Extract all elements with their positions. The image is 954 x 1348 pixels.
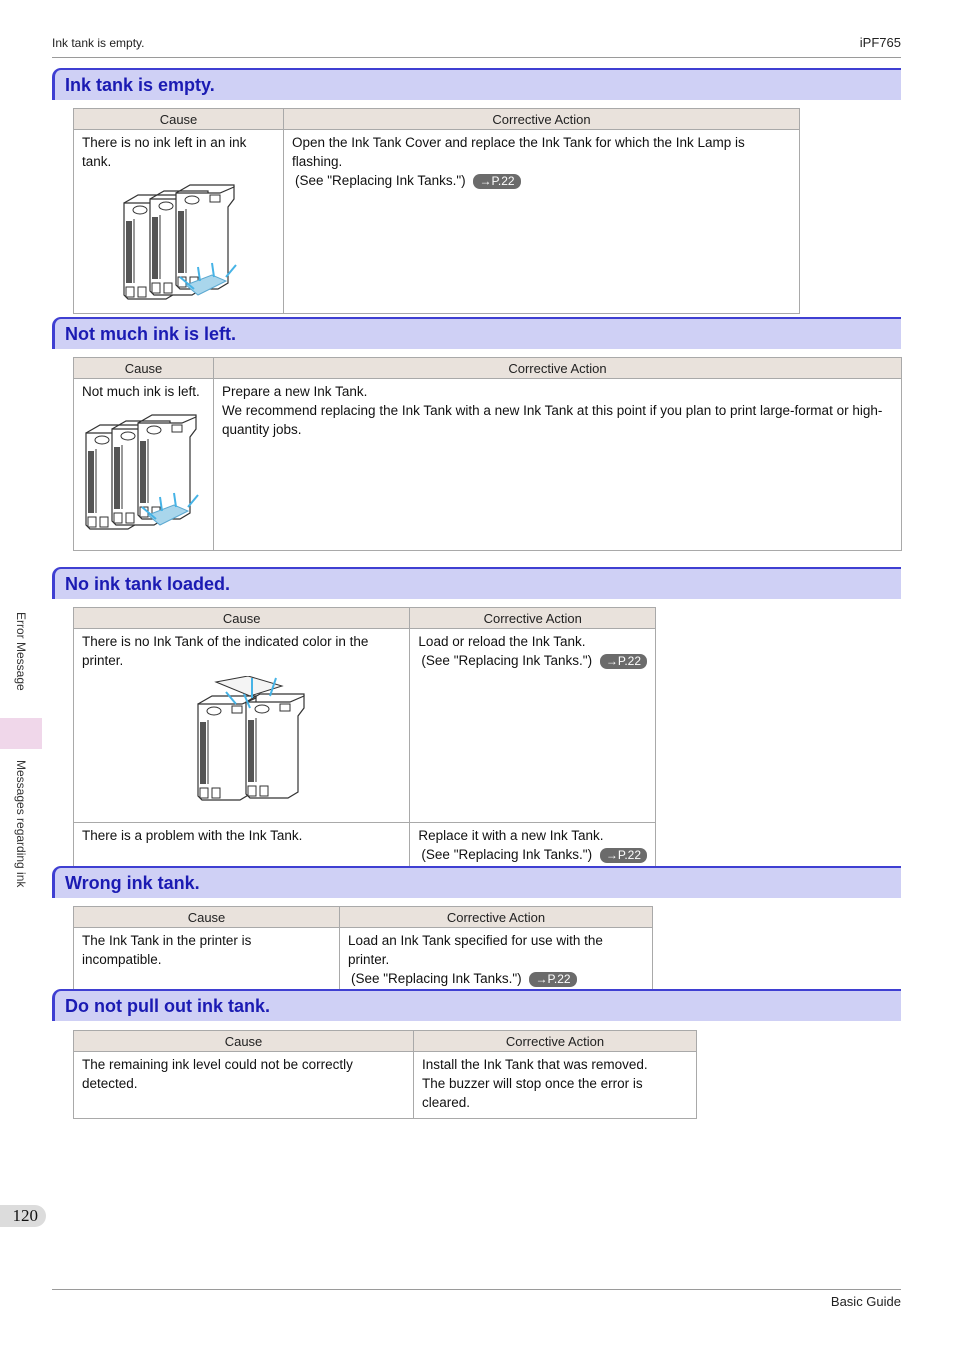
- table-row: [74, 1052, 697, 1119]
- ink-tank-illustration: [80, 407, 205, 537]
- reference-text: (See "Replacing Ink Tanks."): [421, 653, 593, 668]
- action-text: Install the Ink Tank that was removed.: [422, 1057, 648, 1072]
- cause-cell: [74, 928, 340, 995]
- cause-cell: [74, 629, 410, 823]
- cause-cell: [74, 823, 410, 871]
- column-header-cause: Cause: [74, 109, 284, 130]
- action-cell: [284, 130, 800, 314]
- reference-text: (See "Replacing Ink Tanks."): [351, 971, 522, 986]
- header-divider: [52, 57, 901, 58]
- cause-text: There is no ink left in an ink tank.: [82, 135, 247, 169]
- action-text: Open the Ink Tank Cover and replace the Ink Tank for which the Ink Lamp is flashing.: [292, 135, 745, 169]
- reference-text: (See "Replacing Ink Tanks."): [295, 173, 466, 188]
- table-header-row: [74, 608, 656, 629]
- cause-cell: [74, 130, 284, 314]
- section-heading: Ink tank is empty.: [65, 75, 215, 95]
- page-reference-badge[interactable]: →P.22: [600, 848, 647, 863]
- reference-link[interactable]: [295, 171, 521, 190]
- sidebar-chapter-label[interactable]: Error Message: [14, 612, 28, 691]
- table-header-row: [74, 1031, 697, 1052]
- column-header-action: Corrective Action: [414, 1031, 697, 1052]
- table-not-much-ink: [73, 357, 902, 551]
- section-title-no-ink-tank-loaded: [52, 567, 901, 599]
- table-wrong-ink-tank: [73, 906, 653, 995]
- table-do-not-pull-out: [73, 1030, 697, 1119]
- table-row: [74, 823, 656, 871]
- action-text: We recommend replacing the Ink Tank with a new Ink Tank at this point if you plan to print large-format or high-quantity jobs.: [222, 403, 883, 437]
- action-text: Replace it with a new Ink Tank.: [418, 828, 604, 843]
- section-heading: Wrong ink tank.: [65, 873, 200, 893]
- reference-link[interactable]: [351, 969, 577, 988]
- table-row: [74, 379, 902, 551]
- action-cell: [410, 629, 656, 823]
- running-header-title: Ink tank is empty.: [52, 36, 145, 50]
- table-row: [74, 130, 800, 314]
- page-reference-badge[interactable]: →P.22: [473, 174, 520, 189]
- section-title-not-much-ink: [52, 317, 901, 349]
- column-header-action: Corrective Action: [410, 608, 656, 629]
- cause-text: There is a problem with the Ink Tank.: [82, 828, 303, 843]
- section-heading: Do not pull out ink tank.: [65, 996, 270, 1016]
- column-header-cause: Cause: [74, 608, 410, 629]
- page-reference-badge[interactable]: →P.22: [600, 654, 647, 669]
- section-heading: Not much ink is left.: [65, 324, 237, 344]
- table-header-row: [74, 907, 653, 928]
- column-header-cause: Cause: [74, 1031, 414, 1052]
- action-text: Prepare a new Ink Tank.: [222, 384, 368, 399]
- cause-text: Not much ink is left.: [82, 384, 200, 399]
- section-title-wrong-ink-tank: [52, 866, 901, 898]
- cause-cell: [74, 379, 214, 551]
- running-header-model: iPF765: [859, 35, 901, 50]
- action-text: Load an Ink Tank specified for use with the printer.: [348, 933, 603, 967]
- action-cell: [414, 1052, 697, 1119]
- table-header-row: [74, 358, 902, 379]
- table-row: [74, 629, 656, 823]
- action-text: Load or reload the Ink Tank.: [418, 634, 586, 649]
- cause-text: The remaining ink level could not be correctly detected.: [82, 1057, 353, 1091]
- table-row: [74, 928, 653, 995]
- column-header-action: Corrective Action: [340, 907, 653, 928]
- section-heading: No ink tank loaded.: [65, 574, 231, 594]
- ink-tank-illustration: [186, 676, 311, 816]
- page-number: 120: [0, 1205, 46, 1227]
- action-text: The buzzer will stop once the error is cleared.: [422, 1076, 643, 1110]
- footer-divider: [52, 1289, 901, 1290]
- section-title-ink-tank-empty: [52, 68, 901, 100]
- action-cell: [410, 823, 656, 871]
- column-header-cause: Cause: [74, 358, 214, 379]
- sidebar-section-label[interactable]: Messages regarding ink: [14, 760, 28, 888]
- table-no-ink-tank-loaded: [73, 607, 656, 871]
- cause-cell: [74, 1052, 414, 1119]
- reference-link[interactable]: [421, 651, 647, 670]
- footer-guide-title: Basic Guide: [830, 1294, 901, 1309]
- table-ink-tank-empty: [73, 108, 800, 314]
- cause-text: There is no Ink Tank of the indicated color in the printer.: [82, 634, 369, 668]
- table-header-row: [74, 109, 800, 130]
- cause-text: The Ink Tank in the printer is incompatible.: [82, 933, 252, 967]
- page-reference-badge[interactable]: →P.22: [529, 972, 576, 987]
- column-header-action: Corrective Action: [214, 358, 902, 379]
- action-cell: [214, 379, 902, 551]
- column-header-action: Corrective Action: [284, 109, 800, 130]
- reference-link[interactable]: [421, 845, 647, 864]
- reference-text: (See "Replacing Ink Tanks."): [421, 847, 593, 862]
- column-header-cause: Cause: [74, 907, 340, 928]
- section-title-do-not-pull-out: [52, 989, 901, 1021]
- sidebar-current-tab[interactable]: [0, 718, 42, 749]
- ink-tank-illustration: [118, 177, 243, 307]
- action-cell: [340, 928, 653, 995]
